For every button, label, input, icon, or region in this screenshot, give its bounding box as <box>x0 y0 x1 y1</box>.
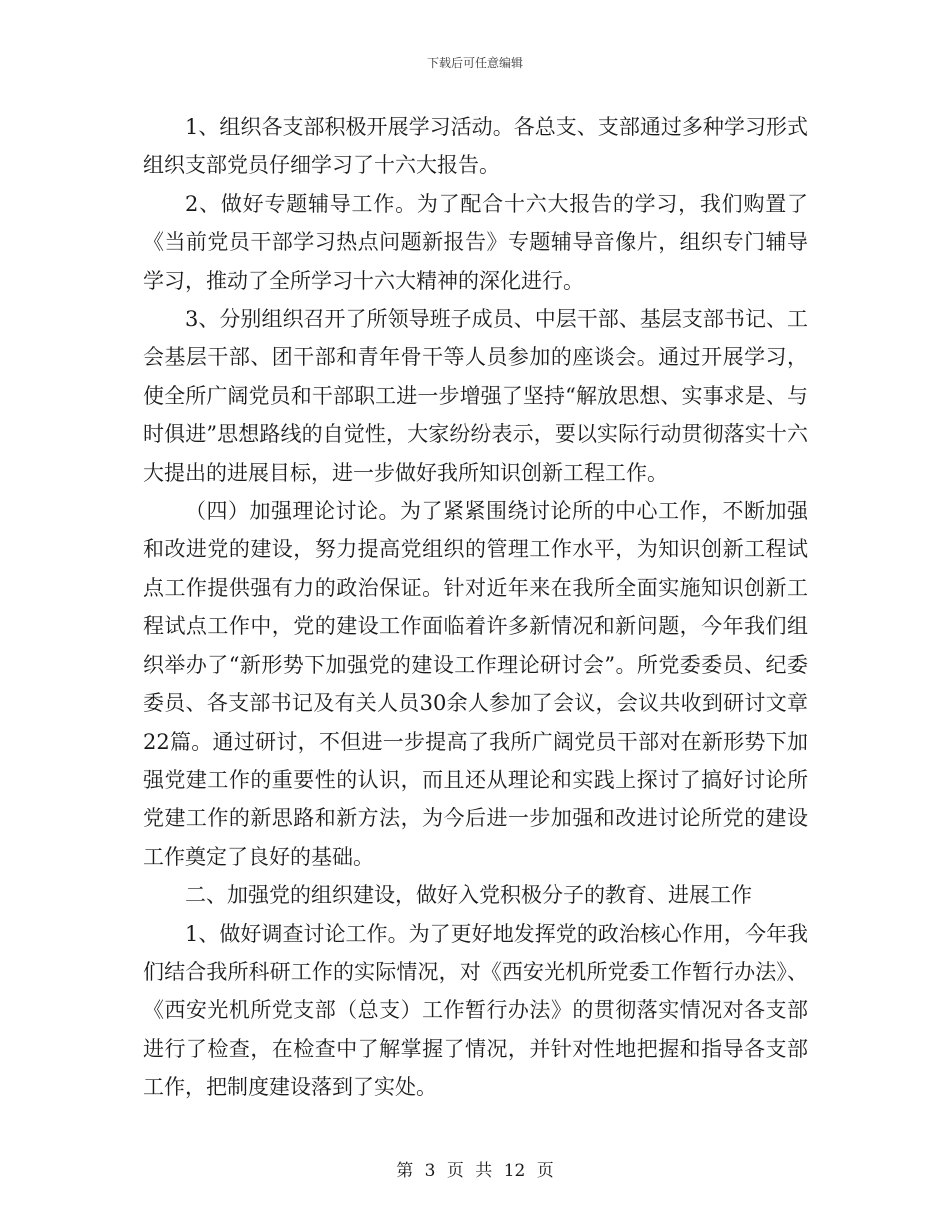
paragraph-3: 3、分别组织召开了所领导班子成员、中层干部、基层支部书记、工会基层干部、团干部和青年骨干等人员参加的座谈会。通过开展学习，使全所广阔党员和干部职工进一步增强了坚持“解放思想、实事求是、与时俱进”思想路线的自觉性，大家纷纷表示，要以实际行动贯彻落实十六大提出的进展目标，进一步做好我所知识创新工程工作。 <box>143 307 808 485</box>
document-body <box>143 108 808 1107</box>
page-footer: 第 3 页 共 12 页 <box>396 1161 554 1181</box>
paragraph-4: （四）加强理论讨论。为了紧紧围绕讨论所的中心工作，不断加强和改进党的建设，努力提高党组织的管理工作水平，为知识创新工程试点工作提供强有力的政治保证。针对近年来在我所全面实施知识创新工程试点工作中，党的建设工作面临着许多新情况和新问题，今年我们组织举办了“新形势下加强党的建设工作理论研讨会”。所党委委员、纪委委员、各支部书记及有关人员30余人参加了会议，会议共收到研讨文章22篇。通过研讨，不但进一步提高了我所广阔党员干部对在新形势下加强党建工作的重要性的认识，而且还从理论和实践上探讨了搞好讨论所党建工作的新思路和新方法，为今后进一步加强和改进讨论所党的建设工作奠定了良好的基础。 <box>143 499 808 869</box>
paragraph-5: 1、做好调查讨论工作。为了更好地发挥党的政治核心作用，今年我们结合我所科研工作的实际情况，对《西安光机所党委工作暂行办法》、《西安光机所党支部（总支）工作暂行办法》的贯彻落实情况对各支部进行了检查，在检查中了解掌握了情况，并针对性地把握和指导各支部工作，把制度建设落到了实处。 <box>143 921 808 1100</box>
page-header: 下载后可任意编辑 <box>426 56 523 70</box>
section-heading: 二、加强党的组织建设，做好入党积极分子的教育、进展工作 <box>185 883 752 908</box>
paragraph-1: 1、组织各支部积极开展学习活动。各总支、支部通过多种学习形式组织支部党员仔细学习了十六大报告。 <box>143 115 808 178</box>
paragraph-2: 2、做好专题辅导工作。为了配合十六大报告的学习，我们购置了《当前党员干部学习热点问题新报告》专题辅导音像片，组织专门辅导学习，推动了全所学习十六大精神的深化进行。 <box>143 191 808 293</box>
